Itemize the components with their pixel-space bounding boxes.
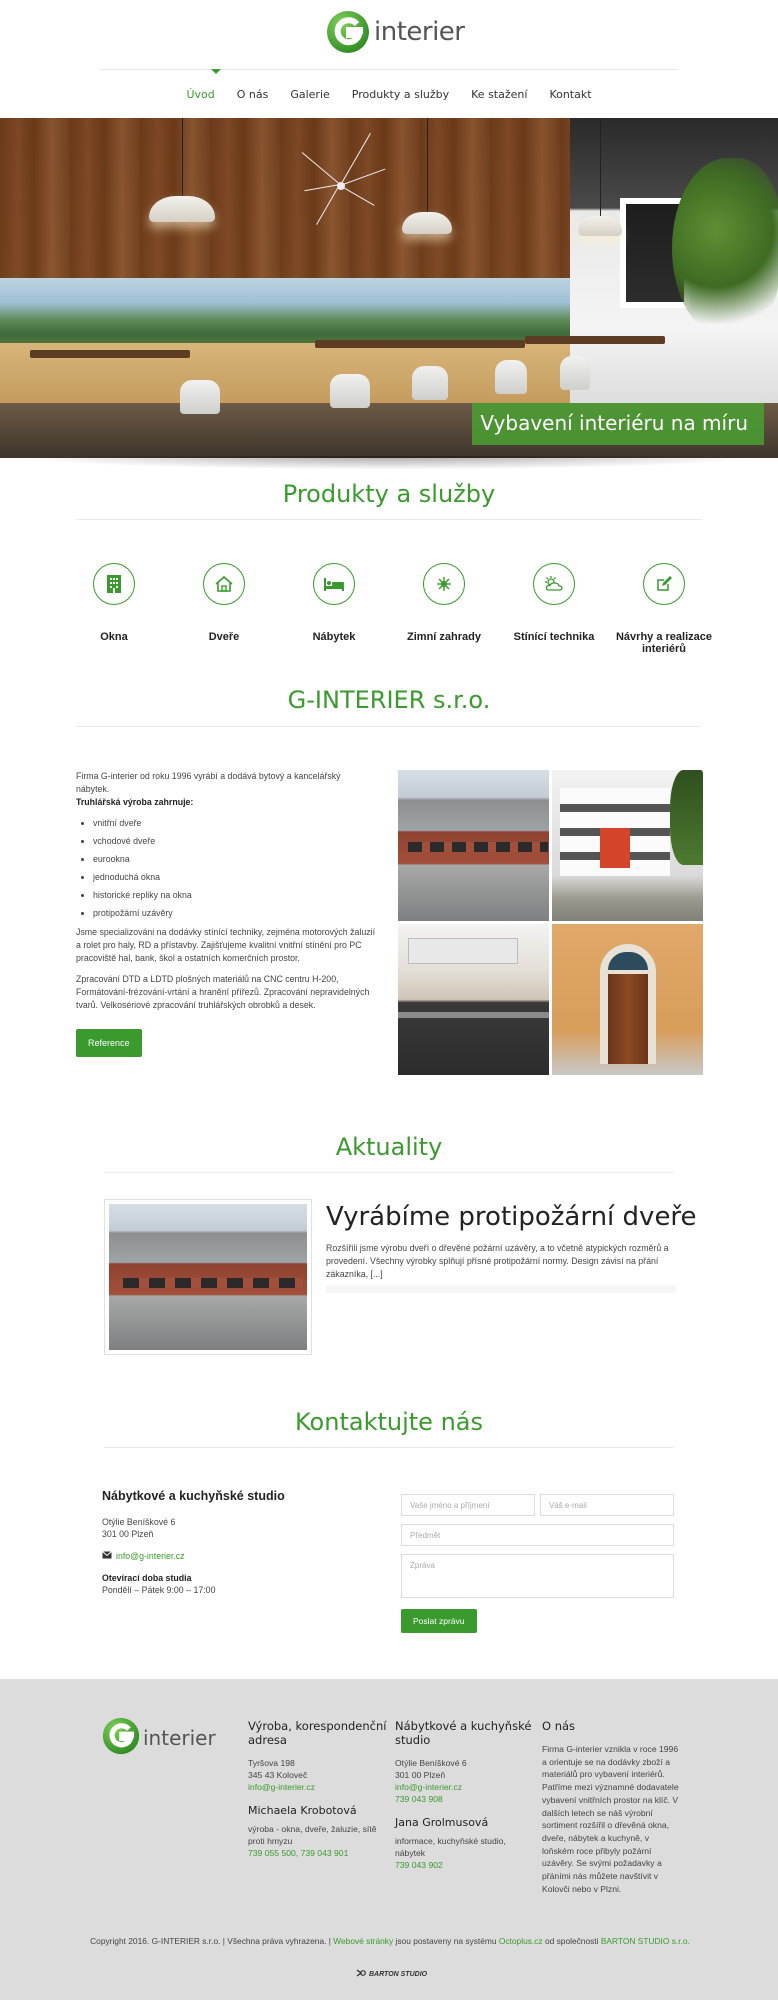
cloud-sun-icon: [533, 563, 575, 605]
product-label: Stínící technika: [513, 631, 595, 643]
lamp-cord: [427, 118, 428, 214]
footer-col-title: Výroba, korespondenční adresa: [248, 1719, 387, 1747]
hero-caption: Vybavení interiéru na míru: [472, 403, 764, 445]
news-article-title[interactable]: Vyrábíme protipožární dveře: [326, 1202, 697, 1232]
chair: [495, 360, 527, 394]
lamp-cord: [600, 118, 601, 218]
contact-hours-label: Otevírací doba studia: [102, 1573, 192, 1583]
news-title: Aktuality: [335, 1133, 443, 1161]
news-image[interactable]: [104, 1199, 312, 1355]
header-divider: [100, 69, 678, 70]
message-textarea[interactable]: Zpráva: [401, 1554, 674, 1598]
news-divider: [104, 1172, 674, 1173]
contact-email-link[interactable]: info@g-interier.cz: [116, 1551, 185, 1561]
contact-hours: Pondělí – Pátek 9:00 – 17:00: [102, 1585, 216, 1595]
footer-person-desc: výroba - okna, dveře, žaluzie, sítě proti hmyzu: [248, 1824, 377, 1846]
hero-plant: [672, 158, 778, 338]
footer-person: Jana Grolmusová: [395, 1816, 489, 1829]
pendant-lamp: [149, 196, 215, 222]
nav-item-o-nas[interactable]: O nás: [236, 88, 269, 101]
product-zimni-zahrady[interactable]: [390, 560, 498, 655]
news-divider-bar: [326, 1285, 676, 1293]
list-item: • vchodové dveře: [93, 835, 376, 848]
footer-col-studio: [395, 1719, 535, 1871]
mail-icon: [102, 1550, 112, 1562]
footer-phone[interactable]: 739 043 908: [395, 1794, 443, 1804]
footer-logo-text: interier: [143, 1725, 216, 1750]
lamp-cord: [182, 118, 183, 198]
reference-button[interactable]: Reference: [76, 1029, 142, 1057]
products-grid: [60, 560, 718, 655]
list-item: • vnitřní dveře: [93, 817, 376, 830]
barton-studio-link[interactable]: BARTON STUDIO s.r.o.: [600, 1936, 690, 1946]
send-message-button[interactable]: Poslat zprávu: [401, 1609, 477, 1633]
table: [525, 336, 665, 344]
list-item: • eurookna: [93, 853, 376, 866]
footer-col-title: O nás: [542, 1719, 576, 1733]
webove-stranky-link[interactable]: Webové stránky: [333, 1936, 394, 1946]
nav-item-galerie[interactable]: Galerie: [290, 88, 330, 101]
building-icon: [93, 563, 135, 605]
home-icon: [203, 563, 245, 605]
copyright-text: Copyright 2016. G-INTERIER s.r.o. | Všechna práva vyhrazena. |: [90, 1936, 331, 1946]
company-para-2: Zpracování DTD a LDTD plošných materiálů na CNC centru H-200, Formátování-frézování-vrtání a hranění přířezů. Zpracování nepravidelných tvarů. Velkosériové zpracování truhlářských obrobků a desek.: [76, 974, 370, 1010]
logo-text: interier: [374, 17, 465, 47]
hero-shadow: [10, 456, 768, 470]
chair: [560, 356, 590, 390]
company-description: [76, 770, 376, 1057]
wall-clock-icon: [337, 182, 345, 190]
footer-person-desc: informace, kuchyňské studio, nábytek: [395, 1836, 506, 1858]
product-label: Dveře: [208, 631, 240, 643]
snowflake-sun-icon: [423, 563, 465, 605]
site-footer: [0, 1679, 778, 2000]
footer-col-about: [542, 1719, 682, 1895]
list-item: • protipožární uzávěry: [93, 907, 376, 920]
footer-phones[interactable]: 739 055 500, 739 043 901: [248, 1848, 349, 1858]
footer-street: Tyršova 198: [248, 1758, 295, 1768]
footer-email-link[interactable]: info@g-interier.cz: [248, 1782, 315, 1792]
barton-logo-icon: [356, 1969, 366, 1979]
company-title: G-INTERIER s.r.o.: [287, 686, 491, 714]
pendant-lamp: [578, 216, 622, 236]
footer-city: 345 43 Koloveč: [248, 1770, 308, 1780]
table: [315, 340, 525, 348]
email-input[interactable]: Váš e-mail: [540, 1494, 674, 1516]
footer-email-link[interactable]: info@g-interier.cz: [395, 1782, 462, 1792]
chair: [330, 374, 370, 408]
product-label: Návrhy a realizace interiérů: [615, 631, 712, 655]
name-input[interactable]: Vaše jméno a příjmení: [401, 1494, 535, 1516]
chair: [180, 380, 220, 414]
footer-col-production: [248, 1719, 388, 1859]
footer-person: Michaela Krobotová: [248, 1804, 357, 1817]
footer-col-title: Nábytkové a kuchyňské studio: [395, 1719, 532, 1747]
photo-building[interactable]: [552, 770, 703, 921]
bed-icon: [313, 563, 355, 605]
subject-input[interactable]: Předmět: [401, 1524, 674, 1546]
company-list-heading: Truhlářská výroba zahrnuje:: [76, 797, 194, 807]
footer-about-text: Firma G-interier vznikla v roce 1996 a orientuje se na dodávky zboží a materiálů pro vybavení interiérů. Patříme mezi významné dodavatele vybavení vnitřních prostor na klíč. V dalších letech se náš výrobní sortiment rozšířil o dřevěná okna, dveře, nábytek a kuchyně, v loňském roce přibyly požární uzávěry. Se svými požadavky a přáními nás můžete navštívit v Kolovči nebo v Plzni.: [542, 1744, 679, 1894]
contact-street: Otýlie Beníškové 6: [102, 1517, 176, 1527]
chair: [412, 366, 448, 400]
contact-divider: [104, 1447, 674, 1448]
hero-wood-wall: [0, 118, 570, 288]
contact-title: Kontaktujte nás: [295, 1408, 483, 1436]
product-okna[interactable]: [60, 560, 168, 655]
product-label: Okna: [100, 631, 128, 643]
site-header: [0, 0, 778, 118]
contact-studio-name: Nábytkové a kuchyňské studio: [102, 1489, 285, 1503]
edit-icon: [643, 563, 685, 605]
company-intro: Firma G-interier od roku 1996 vyrábí a dodává bytový a kancelářský nábytek.: [76, 771, 341, 794]
barton-studio-logo[interactable]: [356, 1969, 427, 1979]
product-label: Nábytek: [312, 631, 356, 643]
photo-kitchen[interactable]: [398, 924, 549, 1075]
nav-item-uvod[interactable]: Úvod: [186, 88, 215, 101]
news-article-text: Rozšířili jsme výrobu dveří o dřevěné požární uzávěry, a to včetně atypických rozměrů a provedení. Všechny výrobky splňují přísné protipožární normy. Design závisí na přání zákazníka, [...]: [326, 1243, 669, 1279]
list-item: • historické repliky na okna: [93, 889, 376, 902]
photo-hall[interactable]: [398, 770, 549, 921]
products-title: Produkty a služby: [282, 480, 496, 508]
list-item: • jednoduchá okna: [93, 871, 376, 884]
hero-landscape-mural: [0, 278, 570, 348]
nav-item-ke-stazeni[interactable]: Ke stažení: [471, 88, 528, 101]
logo-g-icon: [326, 10, 370, 54]
footer-phone-2[interactable]: 739 043 902: [395, 1860, 443, 1870]
company-para-1: Jsme specializováni na dodávky stínící techniky, zejména motorových žaluzií a rolet pro haly, RD a přístavby. Zajišťujeme kvalitní vnitřní stínění pro PC pracoviště hal, bank, škol a ostatních komerčních prostor.: [76, 927, 376, 963]
company-divider: [76, 726, 702, 727]
copyright-text: jsou postaveny na systému: [395, 1936, 497, 1946]
product-nabytek[interactable]: [280, 560, 388, 655]
hero-banner: [0, 118, 778, 458]
photo-door[interactable]: [552, 924, 703, 1075]
nav-active-pointer: [211, 69, 221, 74]
product-dvere[interactable]: [170, 560, 278, 655]
product-label: Zimní zahrady: [407, 631, 481, 643]
main-nav: [0, 88, 778, 101]
company-photo-grid: [398, 770, 703, 1076]
footer-street: Otýlie Beníškové 6: [395, 1758, 467, 1768]
barton-logo-text: BARTON STUDIO: [369, 1970, 428, 1978]
octoplus-link[interactable]: Octoplus.cz: [498, 1936, 543, 1946]
company-services-list: [93, 817, 376, 920]
pendant-lamp: [402, 212, 452, 234]
contact-info: [102, 1490, 362, 1596]
footer-city: 301 00 Plzeň: [395, 1770, 446, 1780]
product-stinici-technika[interactable]: [500, 560, 608, 655]
nav-item-kontakt[interactable]: Kontakt: [549, 88, 592, 101]
copyright: [90, 1935, 690, 1947]
footer-logo[interactable]: [102, 1717, 216, 1758]
copyright-text: od společnosti: [544, 1936, 599, 1946]
nav-item-produkty[interactable]: Produkty a služby: [351, 88, 450, 101]
products-divider: [76, 519, 702, 520]
site-logo[interactable]: [326, 8, 465, 56]
footer-logo-g-icon: [102, 1717, 140, 1758]
contact-city: 301 00 Plzeň: [102, 1529, 154, 1539]
product-navrhy[interactable]: [610, 560, 718, 655]
table: [30, 350, 190, 358]
